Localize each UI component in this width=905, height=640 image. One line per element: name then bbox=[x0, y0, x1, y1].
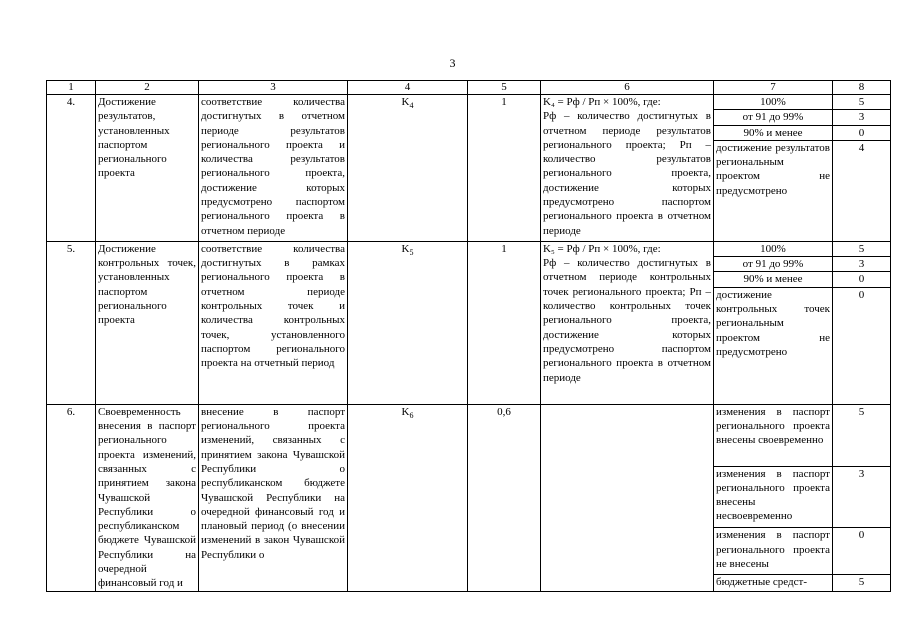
row-number: 4. bbox=[47, 95, 96, 242]
criterion-score: 0 bbox=[833, 125, 891, 140]
column-header: 3 bbox=[199, 81, 348, 95]
criterion-value: изменения в паспорт регионального проекта не внесены bbox=[714, 528, 833, 575]
criterion-value: достижение контрольных точек региональным проектом не предусмотрено bbox=[714, 287, 833, 404]
criterion-score: 5 bbox=[833, 241, 891, 256]
indicator-description: соответствие количества достигнутых в отчетном периоде результатов регионального проекта и количества результатов регионального проекта, достижение которых предусмотрено паспортом регионального проекта в отчетном периоде bbox=[199, 95, 348, 242]
criterion-value: 90% и менее bbox=[714, 272, 833, 287]
symbol-subscript: 6 bbox=[409, 410, 414, 420]
criterion-value: от 91 до 99% bbox=[714, 257, 833, 272]
column-header: 7 bbox=[714, 81, 833, 95]
symbol-letter: K bbox=[401, 242, 410, 255]
calculation-formula bbox=[541, 241, 714, 404]
column-header: 1 bbox=[47, 81, 96, 95]
weight-coefficient: 0,6 bbox=[468, 404, 541, 591]
indicator-name: Достижение результатов, установленных паспортом регионального проекта bbox=[96, 95, 199, 242]
weight-coefficient: 1 bbox=[468, 241, 541, 404]
formula-description: Рф – количество достигнутых в отчетном периоде контрольных точек регионального проекта; Рп – количество контрольных точек регионального проекта, достижение которых предусмотрено паспортом регионального проекта в отчетном периоде bbox=[543, 257, 711, 384]
symbol-subscript: 5 bbox=[409, 248, 414, 258]
table-row bbox=[47, 241, 891, 256]
column-header: 6 bbox=[541, 81, 714, 95]
symbol-letter: K bbox=[401, 96, 410, 108]
indicator-name: Достижение контрольных точек, установленных паспортом регионального проекта bbox=[96, 241, 199, 404]
criterion-value: изменения в паспорт регионального проекта внесены своевременно bbox=[714, 404, 833, 466]
criterion-value: 100% bbox=[714, 241, 833, 256]
symbol-letter: K bbox=[401, 405, 410, 418]
row-number: 6. bbox=[47, 404, 96, 591]
criterion-value: бюджетные средст- bbox=[714, 575, 833, 591]
criterion-score: 5 bbox=[833, 404, 891, 466]
row-number: 5. bbox=[47, 241, 96, 404]
criterion-score: 3 bbox=[833, 466, 891, 528]
indicator-symbol bbox=[348, 95, 468, 242]
criterion-value: изменения в паспорт регионального проекта внесены несвоевременно bbox=[714, 466, 833, 528]
calculation-formula bbox=[541, 95, 714, 242]
table-row bbox=[47, 95, 891, 110]
indicator-description: соответствие количества достигнутых в рамках регионального проекта в отчетном периоде контрольных точек и количества контрольных точек, установленного паспортом регионального проекта на отчетный период bbox=[199, 241, 348, 404]
symbol-subscript: 4 bbox=[409, 101, 414, 111]
criteria-table bbox=[46, 80, 891, 592]
formula-text: K₄ = Рф / Рп × 100%, где: bbox=[543, 96, 661, 108]
criterion-value: 100% bbox=[714, 95, 833, 110]
weight-coefficient: 1 bbox=[468, 95, 541, 242]
indicator-description: внесение в паспорт регионального проекта изменений, связанных с принятием закона Чувашской Республики о республиканском бюджете Чувашской Республики на очередной финансовый год и плановый период (о внесении изменений в закон Чувашской Республики о bbox=[199, 404, 348, 591]
page-number: 3 bbox=[449, 56, 456, 70]
calculation-formula bbox=[541, 404, 714, 591]
criterion-score: 5 bbox=[833, 575, 891, 591]
criterion-value: от 91 до 99% bbox=[714, 110, 833, 125]
criterion-value: 90% и менее bbox=[714, 125, 833, 140]
header-row bbox=[47, 81, 891, 95]
criterion-score: 4 bbox=[833, 140, 891, 241]
criterion-score: 0 bbox=[833, 287, 891, 404]
column-header: 2 bbox=[96, 81, 199, 95]
formula-text: K₅ = Рф / Рп × 100%, где: bbox=[543, 242, 661, 255]
criterion-score: 3 bbox=[833, 110, 891, 125]
criterion-score: 3 bbox=[833, 257, 891, 272]
formula-description: Рф – количество достигнутых в отчетном периоде результатов регионального проекта; Рп – количество результатов регионального проекта, достижение которых предусмотрено паспортом регионального проекта в отчетном периоде bbox=[543, 110, 711, 237]
criterion-score: 0 bbox=[833, 528, 891, 575]
indicator-symbol bbox=[348, 241, 468, 404]
column-header: 8 bbox=[833, 81, 891, 95]
column-header: 5 bbox=[468, 81, 541, 95]
table-row bbox=[47, 404, 891, 466]
indicator-symbol bbox=[348, 404, 468, 591]
criterion-value: достижение результатов региональным проектом не предусмотрено bbox=[714, 140, 833, 241]
column-header: 4 bbox=[348, 81, 468, 95]
criterion-score: 5 bbox=[833, 95, 891, 110]
indicator-name: Своевременность внесения в паспорт регионального проекта изменений, связанных с принятием закона Чувашской Республики о республиканском бюджете Чувашской Республики на очередной финансовый год и bbox=[96, 404, 199, 591]
criterion-score: 0 bbox=[833, 272, 891, 287]
